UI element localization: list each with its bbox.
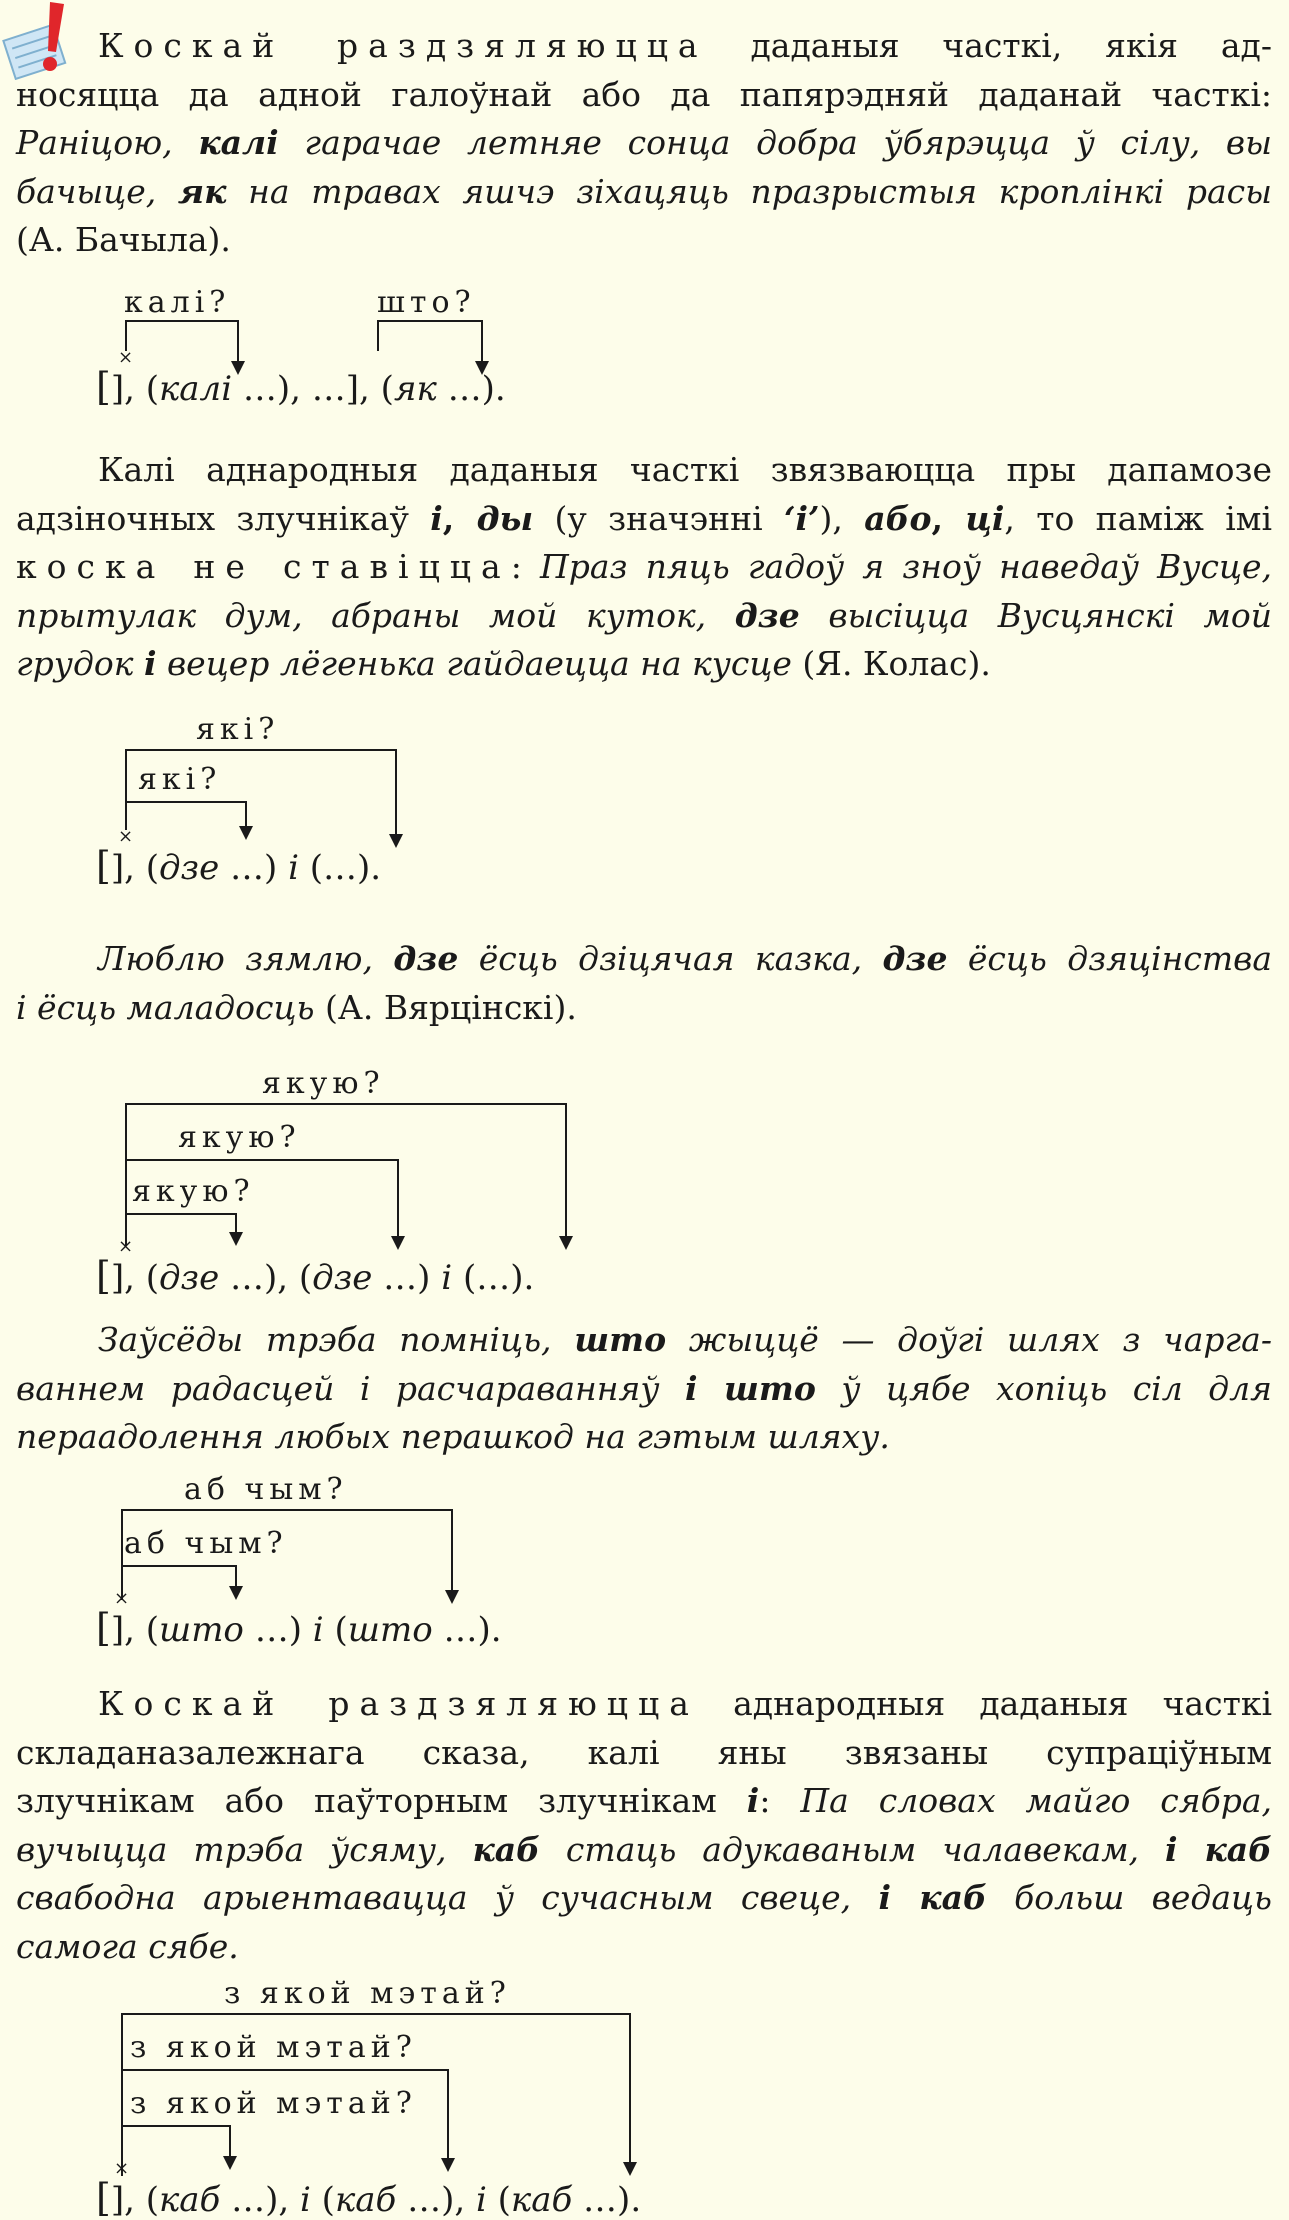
text-fragment: …), [220, 2180, 300, 2220]
text-line [16, 984, 1272, 1033]
text-fragment: …), ( [219, 1258, 313, 1298]
text-fragment: ], ( [110, 848, 159, 888]
text-fragment: ваннем радасцей і расчараванняў [16, 1368, 685, 1408]
text-fragment: злучнікам або паўторным злучнікам [16, 1781, 747, 1820]
text-fragment: …), …], ( [232, 369, 394, 409]
text-line [16, 168, 1272, 217]
text-line [16, 495, 1272, 544]
text-fragment: ], ( [110, 1258, 159, 1298]
text-fragment: дзе [158, 1258, 220, 1298]
text-fragment: дзе [312, 1258, 373, 1298]
paragraph-rule-5 [16, 1680, 1272, 1971]
text-fragment: …) [372, 1258, 442, 1298]
text-fragment: Заўсёды трэба помніць, [98, 1320, 575, 1359]
text-line [16, 1729, 1272, 1778]
question-label: калі? [124, 285, 231, 320]
text-fragment: каб [334, 2180, 397, 2220]
text-fragment: што [574, 1320, 667, 1359]
text-fragment: самога сябе. [16, 1926, 239, 1966]
cross-mark: × [118, 347, 134, 368]
text-fragment: што [158, 1610, 244, 1650]
text-fragment: і каб [878, 1878, 987, 1917]
schema-formula [96, 844, 381, 888]
text-fragment: ёсць дзіцячая казка, [458, 939, 883, 978]
schema-formula [96, 2176, 641, 2220]
text-fragment: і [143, 644, 157, 683]
text-fragment: ёсць дзяцінства [947, 939, 1272, 978]
text-fragment: і [288, 848, 299, 888]
paragraph-rule-2 [16, 446, 1272, 689]
text-fragment: вецер лёгенька гайдаецца на кусце [156, 644, 792, 683]
text-fragment: на травах яшчэ зіхацяць празрыстыя кроплінкі расы [226, 171, 1272, 211]
text-fragment: і што [685, 1368, 816, 1408]
text-line [16, 1316, 1272, 1365]
text-fragment: Праз пяць гадоў я зноў наведаў Вусце, [539, 547, 1273, 586]
paragraph-example-3 [16, 935, 1272, 1032]
schema-formula [96, 1606, 502, 1650]
text-fragment: дзе [882, 939, 948, 978]
question-label: якую? [178, 1120, 301, 1155]
text-fragment: гарачае летняе сонца добра ўбярэцца ў сілу, вы [278, 123, 1272, 162]
text-line [16, 216, 1272, 265]
text-fragment: , [931, 498, 966, 538]
text-line [16, 1680, 1272, 1729]
text-fragment: …) [243, 1610, 313, 1650]
text-fragment: [ [96, 1606, 111, 1650]
text-line [16, 592, 1272, 641]
text-fragment: , [442, 498, 477, 538]
text-line [16, 1777, 1272, 1826]
spaced-term: Коскай раздзяляюцца [98, 26, 708, 65]
text-fragment: і [475, 2180, 487, 2220]
text-line [16, 1923, 1272, 1972]
text-line [16, 935, 1272, 984]
text-fragment: ‘і’ [784, 498, 820, 538]
text-fragment: (…). [298, 848, 382, 888]
spaced-term: коска не ставіцца [16, 547, 511, 586]
text-fragment: …). [572, 2180, 642, 2220]
question-label: што? [377, 285, 476, 320]
text-fragment: і [430, 498, 443, 538]
text-line [16, 1413, 1272, 1462]
question-label: з якой мэтай? [224, 1976, 511, 2011]
question-label: з якой мэтай? [130, 2030, 417, 2065]
text-fragment: складаназалежнага сказа, калі яны звязаны супраціўным [16, 1732, 1272, 1772]
text-fragment: ці [965, 498, 1005, 538]
text-fragment: ( [310, 2180, 335, 2220]
text-fragment: каб [472, 1829, 540, 1869]
text-fragment: …) [219, 848, 289, 888]
text-fragment: ], ( [110, 369, 159, 409]
schema-formula [96, 365, 506, 409]
text-fragment: , то паміж імі [1004, 498, 1273, 538]
schema-formula [96, 1254, 534, 1298]
text-fragment: (…). [452, 1258, 535, 1298]
text-fragment: і [312, 1610, 324, 1650]
text-fragment: і каб [1164, 1829, 1272, 1869]
text-fragment: [ [96, 844, 111, 888]
text-fragment: ], ( [110, 2180, 159, 2220]
text-line [16, 1365, 1272, 1414]
text-fragment: грудок [16, 644, 144, 683]
text-fragment: калі [158, 369, 233, 409]
text-fragment: Раніцою, [16, 123, 199, 162]
text-fragment: каб [510, 2180, 573, 2220]
text-line [16, 640, 1272, 689]
text-fragment: даданыя часткі, якія ад- [707, 26, 1272, 65]
text-fragment: аднародныя даданыя часткі [698, 1684, 1273, 1723]
text-fragment: ( [323, 1610, 348, 1650]
text-fragment: ( [486, 2180, 511, 2220]
text-fragment: прытулак дум, абраны мой куток, [16, 595, 735, 635]
text-fragment: калі [198, 123, 279, 162]
question-label: з якой мэтай? [130, 2086, 417, 2121]
text-fragment: Калі аднародныя даданыя часткі звязваюцца пры дапамозе [98, 450, 1272, 489]
text-fragment: дзе [734, 595, 800, 635]
question-label: аб чым? [124, 1526, 288, 1561]
text-fragment: [ [96, 365, 111, 409]
question-label: які? [196, 712, 280, 747]
text-fragment: што [347, 1610, 433, 1650]
text-fragment: і ёсць маладосць [16, 987, 315, 1027]
text-fragment: бачыце, [16, 171, 178, 211]
text-fragment: (Я. Колас). [791, 644, 991, 683]
text-fragment: высіцца Вусцянскі мой [799, 595, 1272, 635]
text-fragment: ), [819, 498, 865, 538]
text-fragment: ў цябе хопіць сіл для [815, 1368, 1272, 1408]
text-line [16, 119, 1272, 168]
text-fragment: (у значэнні [533, 498, 784, 538]
text-fragment: і [746, 1781, 760, 1820]
paragraph-rule-1 [16, 22, 1272, 265]
question-label: які? [138, 762, 222, 797]
text-fragment: …), [396, 2180, 476, 2220]
text-fragment: …). [436, 369, 506, 409]
text-fragment: …). [432, 1610, 502, 1650]
text-line [16, 1874, 1272, 1923]
question-label: аб чым? [184, 1472, 348, 1507]
text-fragment: : [759, 1781, 801, 1820]
question-label: якую? [262, 1066, 385, 1101]
paragraph-example-4 [16, 1316, 1272, 1462]
question-label: якую? [132, 1174, 255, 1209]
text-fragment: і [441, 1258, 453, 1298]
text-fragment: пераадолення любых перашкод на гэтым шляху. [16, 1417, 890, 1456]
text-line [16, 1826, 1272, 1875]
text-fragment: як [393, 369, 437, 409]
text-fragment: больш ведаць [986, 1878, 1273, 1917]
text-fragment: або [864, 498, 932, 538]
text-fragment: Па словах майго сябра, [800, 1781, 1273, 1820]
text-fragment: адзіночных злучнікаў [16, 498, 431, 538]
text-fragment: як [177, 171, 227, 211]
text-fragment: [ [96, 1254, 111, 1298]
text-fragment: ], ( [110, 1610, 159, 1650]
cross-mark: × [114, 2158, 130, 2179]
text-fragment: Люблю зямлю, [98, 939, 394, 978]
text-fragment: і [300, 2180, 311, 2220]
text-fragment: дзе [158, 848, 220, 888]
text-fragment: (А. Бачыла). [16, 220, 231, 259]
text-fragment: (А. Вярцінскі). [314, 987, 577, 1027]
text-line [16, 543, 1272, 592]
cross-mark: × [118, 1236, 134, 1257]
text-fragment: свабодна арыентавацца ў сучасным свеце, [16, 1878, 879, 1917]
text-fragment: : [510, 547, 540, 586]
text-fragment: стаць адукаваным чалавекам, [540, 1829, 1165, 1869]
text-fragment: жыццё — доўгі шлях з чарга- [666, 1320, 1272, 1359]
text-line [16, 71, 1272, 120]
text-line [16, 446, 1272, 495]
text-fragment: носяцца да адной галоўнай або да папярэдняй даданай часткі: [16, 74, 1272, 114]
text-fragment: каб [158, 2180, 221, 2220]
text-fragment: [ [96, 2176, 111, 2220]
text-line [16, 22, 1272, 71]
text-fragment: вучыцца трэба ўсяму, [16, 1829, 473, 1869]
text-fragment: ды [476, 498, 534, 538]
cross-mark: × [118, 826, 134, 847]
spaced-term: Коскай раздзяляюцца [98, 1684, 699, 1723]
cross-mark: × [114, 1588, 130, 1609]
text-fragment: дзе [393, 939, 459, 978]
